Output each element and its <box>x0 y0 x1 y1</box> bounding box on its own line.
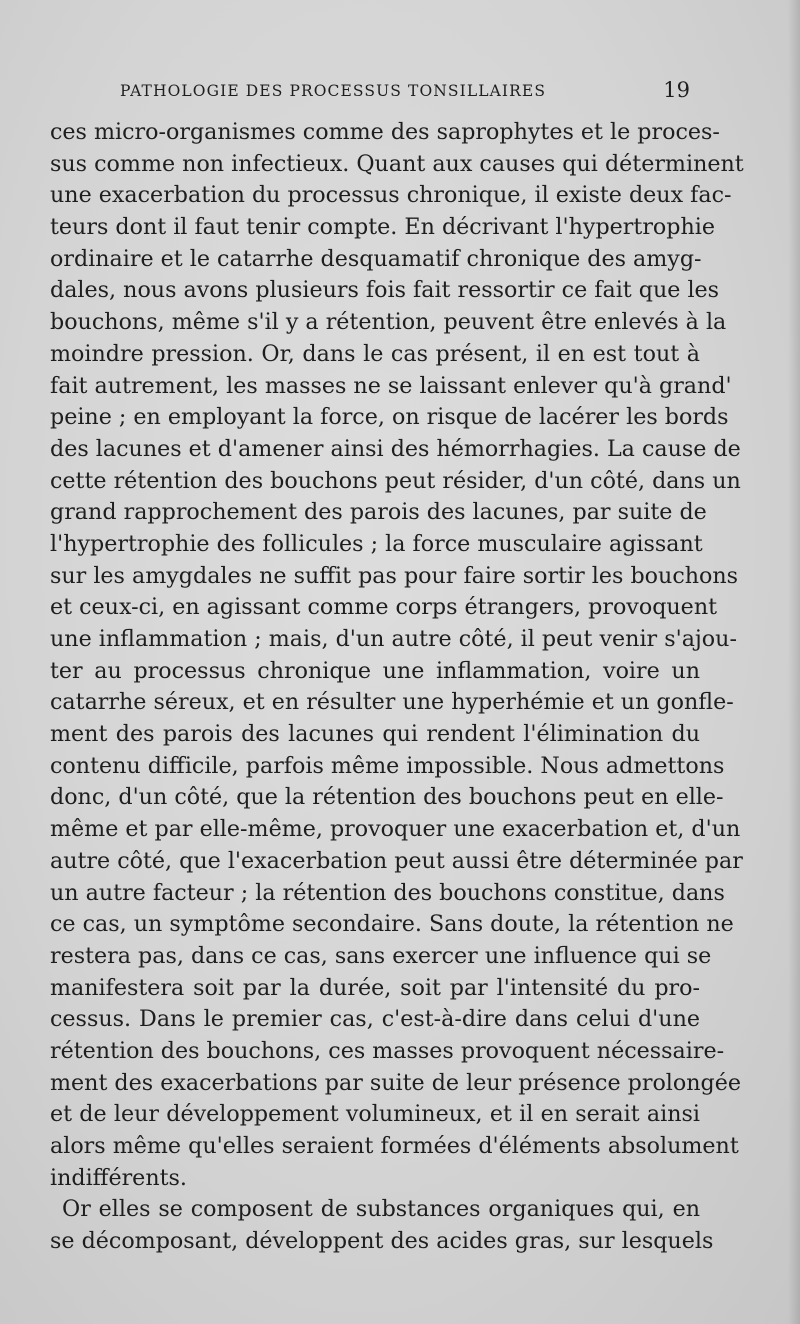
text-line: sus comme non infectieux. Quant aux causes qui déterminent <box>50 150 744 177</box>
text-line: manifestera soit par la durée, soit par l'intensité du pro- <box>50 974 700 1001</box>
text-line: cessus. Dans le premier cas, c'est-à-dire dans celui d'une <box>50 1006 700 1033</box>
text-line: dales, nous avons plusieurs fois fait ressortir ce fait que les <box>50 277 720 304</box>
text-line: ment des parois des lacunes qui rendent l'élimination du <box>50 721 700 748</box>
text-line: peine ; en employant la force, on risque de lacérer les bords <box>50 404 729 431</box>
text-line: ces micro-organismes comme des saprophytes et le proces- <box>50 119 720 145</box>
text-line: rétention des bouchons, ces masses provoquent nécessaire- <box>50 1037 725 1064</box>
text-line: ordinaire et le catarrhe desquamatif chronique des amyg- <box>50 245 702 272</box>
paragraph-start-line: Or elles se composent de substances organiques qui, en <box>62 1196 700 1223</box>
text-line: ter au processus chronique une inflammation, voire un <box>50 657 700 684</box>
text-line: autre côté, que l'exacerbation peut aussi être déterminée par <box>50 847 743 874</box>
text-line: ce cas, un symptôme secondaire. Sans doute, la rétention ne <box>50 911 734 938</box>
page-edge-shadow <box>788 0 800 1324</box>
text-line: moindre pression. Or, dans le cas présent, il en est tout à <box>50 340 700 367</box>
text-line: catarrhe séreux, et en résulter une hyperhémie et un gonfle- <box>50 689 734 716</box>
text-line: sur les amygdales ne suffit pas pour faire sortir les bouchons <box>50 562 739 589</box>
text-line: teurs dont il faut tenir compte. En décrivant l'hypertrophie <box>50 214 715 241</box>
text-line: des lacunes et d'amener ainsi des hémorrhagies. La cause de <box>50 435 741 462</box>
page-number: 19 <box>663 78 690 102</box>
text-line: se décomposant, développent des acides gras, sur lesquels <box>50 1228 714 1255</box>
text-line: une inflammation ; mais, d'un autre côté, il peut venir s'ajou- <box>50 626 737 652</box>
text-line: restera pas, dans ce cas, sans exercer une influence qui se <box>50 942 712 969</box>
text-line: même et par elle-même, provoquer une exacerbation et, d'un <box>50 816 741 843</box>
running-head <box>50 78 700 106</box>
text-line: cette rétention des bouchons peut résider, d'un côté, dans un <box>50 467 741 494</box>
text-line: grand rapprochement des parois des lacunes, par suite de <box>50 499 707 526</box>
text-line: et de leur développement volumineux, et il en serait ainsi <box>50 1101 700 1128</box>
paragraph-end-line: indifférents. <box>50 1164 187 1191</box>
text-line: une exacerbation du processus chronique, il existe deux fac- <box>50 182 732 209</box>
text-line: bouchons, même s'il y a rétention, peuvent être enlevés à la <box>50 309 727 336</box>
text-line: alors même qu'elles seraient formées d'éléments absolument <box>50 1133 739 1159</box>
text-line: ment des exacerbations par suite de leur présence prolongée <box>50 1069 742 1096</box>
running-title: PATHOLOGIE DES PROCESSUS TONSILLAIRES <box>120 82 547 100</box>
text-line: contenu difficile, parfois même impossible. Nous admettons <box>50 752 725 779</box>
body-text <box>50 117 744 1258</box>
text-line: fait autrement, les masses ne se laissant enlever qu'à grand' <box>50 372 732 399</box>
text-line: et ceux-ci, en agissant comme corps étrangers, provoquent <box>50 594 718 621</box>
text-line: donc, d'un côté, que la rétention des bouchons peut en elle- <box>50 784 724 811</box>
text-line: un autre facteur ; la rétention des bouchons constitue, dans <box>50 879 725 906</box>
text-line: l'hypertrophie des follicules ; la force musculaire agissant <box>50 530 703 557</box>
